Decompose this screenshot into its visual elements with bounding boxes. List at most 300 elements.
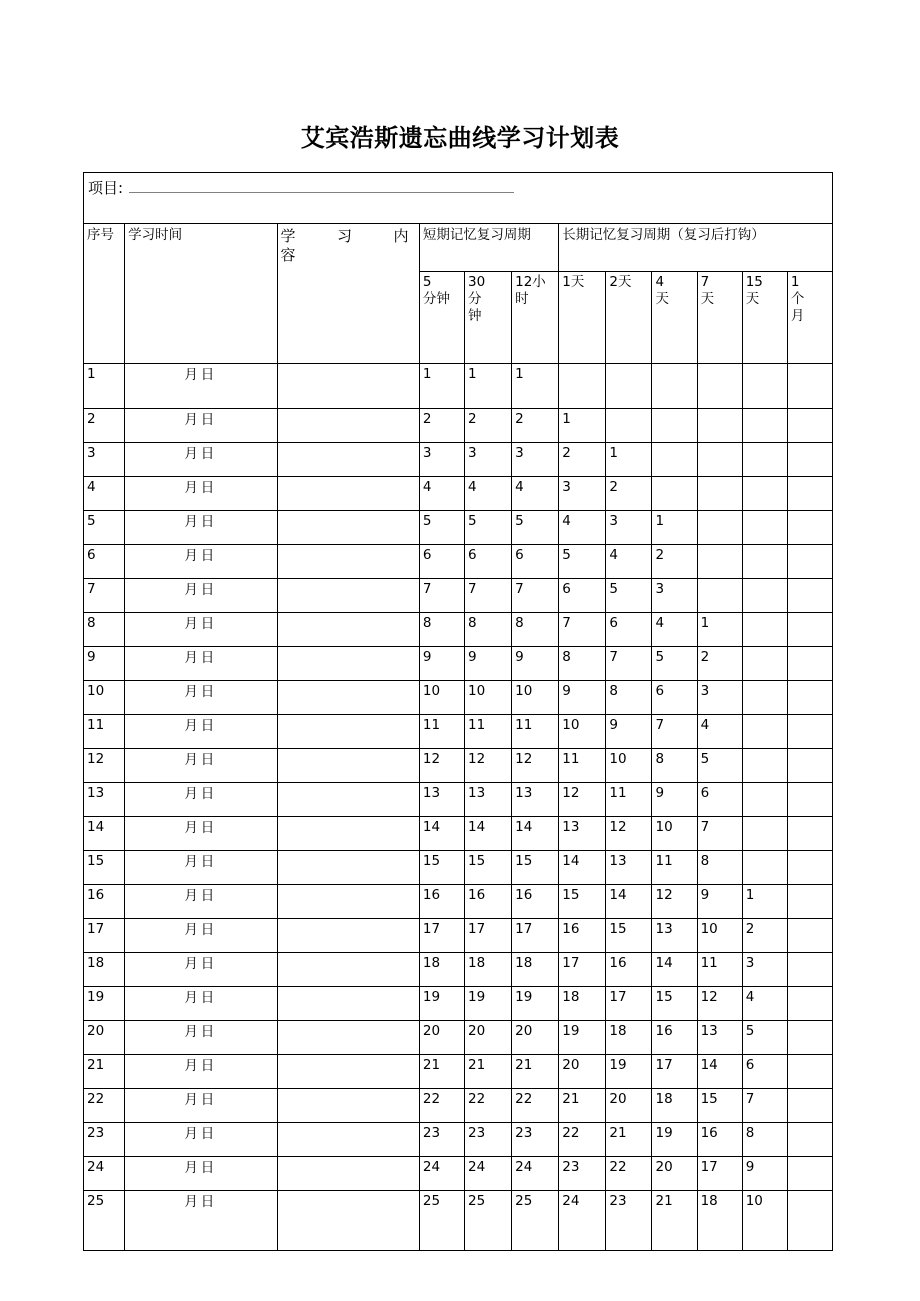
row-short-term-cell[interactable]: 4: [419, 477, 464, 511]
row-study-time[interactable]: 月日: [125, 987, 277, 1021]
row-long-term-cell[interactable]: 21: [559, 1089, 606, 1123]
row-long-term-cell[interactable]: 10: [559, 715, 606, 749]
row-long-term-cell[interactable]: [787, 545, 832, 579]
row-study-time[interactable]: 月日: [125, 477, 277, 511]
row-short-term-cell[interactable]: 17: [465, 919, 512, 953]
row-long-term-cell[interactable]: 4: [606, 545, 652, 579]
row-study-time[interactable]: 月日: [125, 613, 277, 647]
row-short-term-cell[interactable]: 13: [419, 783, 464, 817]
row-short-term-cell[interactable]: 15: [419, 851, 464, 885]
row-long-term-cell[interactable]: 5: [652, 647, 697, 681]
row-long-term-cell[interactable]: [787, 817, 832, 851]
row-long-term-cell[interactable]: 13: [606, 851, 652, 885]
row-long-term-cell[interactable]: 16: [606, 953, 652, 987]
row-short-term-cell[interactable]: 24: [465, 1157, 512, 1191]
row-study-time[interactable]: 月日: [125, 749, 277, 783]
table-row: [84, 1191, 833, 1251]
row-study-time[interactable]: 月日: [125, 1157, 277, 1191]
row-short-term-cell[interactable]: 19: [419, 987, 464, 1021]
row-long-term-cell[interactable]: [742, 443, 787, 477]
row-short-term-cell[interactable]: 1: [465, 364, 512, 409]
row-study-content[interactable]: [277, 953, 419, 987]
study-plan-table-wrapper: [83, 172, 833, 1251]
row-short-term-cell[interactable]: 13: [512, 783, 559, 817]
row-short-term-cell[interactable]: 12: [419, 749, 464, 783]
row-long-term-cell[interactable]: [787, 477, 832, 511]
row-study-content[interactable]: [277, 1157, 419, 1191]
row-long-term-cell[interactable]: [606, 364, 652, 409]
row-long-term-cell[interactable]: [787, 409, 832, 443]
row-study-time[interactable]: 月日: [125, 364, 277, 409]
row-short-term-cell[interactable]: 25: [419, 1191, 464, 1251]
row-long-term-cell[interactable]: 6: [559, 579, 606, 613]
row-short-term-cell[interactable]: 7: [419, 579, 464, 613]
row-short-term-cell[interactable]: 16: [512, 885, 559, 919]
row-short-term-cell[interactable]: 2: [512, 409, 559, 443]
row-short-term-cell[interactable]: 20: [465, 1021, 512, 1055]
row-short-term-cell[interactable]: 21: [512, 1055, 559, 1089]
table-row: [84, 681, 833, 715]
header-seq-label: 序号: [87, 227, 114, 243]
row-study-time[interactable]: 月日: [125, 1123, 277, 1157]
row-long-term-cell[interactable]: [697, 443, 742, 477]
row-long-term-cell[interactable]: [697, 545, 742, 579]
subheader-long-2-line-1: 天: [655, 290, 669, 307]
row-long-term-cell[interactable]: 10: [697, 919, 742, 953]
row-study-content[interactable]: [277, 851, 419, 885]
row-long-term-cell[interactable]: [742, 715, 787, 749]
row-long-term-cell[interactable]: [697, 579, 742, 613]
row-long-term-cell[interactable]: 8: [697, 851, 742, 885]
row-short-term-cell[interactable]: 1: [419, 364, 464, 409]
row-long-term-cell[interactable]: 14: [652, 953, 697, 987]
row-long-term-cell[interactable]: 23: [606, 1191, 652, 1251]
row-short-term-cell[interactable]: 18: [512, 953, 559, 987]
row-long-term-cell[interactable]: 3: [742, 953, 787, 987]
row-long-term-cell[interactable]: 6: [652, 681, 697, 715]
row-short-term-cell[interactable]: 16: [419, 885, 464, 919]
row-long-term-cell[interactable]: 5: [742, 1021, 787, 1055]
row-long-term-cell[interactable]: [742, 817, 787, 851]
row-long-term-cell[interactable]: 4: [742, 987, 787, 1021]
row-short-term-cell[interactable]: 9: [419, 647, 464, 681]
row-long-term-cell[interactable]: 3: [606, 511, 652, 545]
row-long-term-cell[interactable]: 5: [559, 545, 606, 579]
row-long-term-cell[interactable]: [787, 613, 832, 647]
row-study-time[interactable]: 月日: [125, 511, 277, 545]
header-study-content: [277, 224, 419, 364]
row-long-term-cell[interactable]: 17: [697, 1157, 742, 1191]
row-long-term-cell[interactable]: 2: [697, 647, 742, 681]
row-long-term-cell[interactable]: 7: [742, 1089, 787, 1123]
table-row: [84, 477, 833, 511]
row-long-term-cell[interactable]: [742, 647, 787, 681]
row-long-term-cell[interactable]: 11: [697, 953, 742, 987]
row-sequence-number: 7: [84, 579, 125, 613]
row-short-term-cell[interactable]: 21: [419, 1055, 464, 1089]
row-short-term-cell[interactable]: 8: [465, 613, 512, 647]
project-input-line[interactable]: [129, 179, 514, 193]
row-study-content[interactable]: [277, 1055, 419, 1089]
row-long-term-cell[interactable]: 15: [652, 987, 697, 1021]
row-long-term-cell[interactable]: 16: [697, 1123, 742, 1157]
row-long-term-cell[interactable]: 7: [652, 715, 697, 749]
row-long-term-cell[interactable]: 1: [652, 511, 697, 545]
row-short-term-cell[interactable]: 17: [512, 919, 559, 953]
row-long-term-cell[interactable]: 23: [559, 1157, 606, 1191]
row-study-content[interactable]: [277, 817, 419, 851]
row-long-term-cell[interactable]: 4: [652, 613, 697, 647]
row-long-term-cell[interactable]: [559, 364, 606, 409]
row-long-term-cell[interactable]: [787, 1089, 832, 1123]
row-long-term-cell[interactable]: 16: [652, 1021, 697, 1055]
row-long-term-cell[interactable]: 5: [606, 579, 652, 613]
row-short-term-cell[interactable]: 5: [512, 511, 559, 545]
row-study-time[interactable]: 月日: [125, 851, 277, 885]
row-study-content[interactable]: [277, 477, 419, 511]
row-short-term-cell[interactable]: 18: [419, 953, 464, 987]
row-short-term-cell[interactable]: 21: [465, 1055, 512, 1089]
row-short-term-cell[interactable]: 11: [512, 715, 559, 749]
row-long-term-cell[interactable]: [742, 364, 787, 409]
row-study-content[interactable]: [277, 919, 419, 953]
row-short-term-cell[interactable]: 10: [419, 681, 464, 715]
row-short-term-cell[interactable]: 2: [419, 409, 464, 443]
row-short-term-cell[interactable]: 5: [419, 511, 464, 545]
row-study-time[interactable]: 月日: [125, 715, 277, 749]
row-long-term-cell[interactable]: 3: [652, 579, 697, 613]
row-long-term-cell[interactable]: [652, 443, 697, 477]
row-short-term-cell[interactable]: 24: [419, 1157, 464, 1191]
row-short-term-cell[interactable]: 3: [419, 443, 464, 477]
row-long-term-cell[interactable]: 7: [559, 613, 606, 647]
table-row: [84, 409, 833, 443]
row-long-term-cell[interactable]: [697, 364, 742, 409]
row-short-term-cell[interactable]: 16: [465, 885, 512, 919]
row-long-term-cell[interactable]: 9: [697, 885, 742, 919]
row-study-content[interactable]: [277, 987, 419, 1021]
row-study-content[interactable]: [277, 647, 419, 681]
study-plan-table: [83, 172, 833, 1251]
row-long-term-cell[interactable]: 6: [606, 613, 652, 647]
row-long-term-cell[interactable]: 24: [559, 1191, 606, 1251]
row-long-term-cell[interactable]: 22: [606, 1157, 652, 1191]
row-long-term-cell[interactable]: [787, 953, 832, 987]
row-study-content[interactable]: [277, 1021, 419, 1055]
row-short-term-cell[interactable]: 11: [419, 715, 464, 749]
row-long-term-cell[interactable]: [787, 987, 832, 1021]
row-long-term-cell[interactable]: 2: [742, 919, 787, 953]
row-long-term-cell[interactable]: 6: [742, 1055, 787, 1089]
row-long-term-cell[interactable]: 10: [606, 749, 652, 783]
row-long-term-cell[interactable]: 6: [697, 783, 742, 817]
row-long-term-cell[interactable]: [697, 477, 742, 511]
row-long-term-cell[interactable]: 4: [697, 715, 742, 749]
row-sequence-number: 6: [84, 545, 125, 579]
row-short-term-cell[interactable]: 22: [465, 1089, 512, 1123]
row-long-term-cell[interactable]: 15: [697, 1089, 742, 1123]
row-long-term-cell[interactable]: [787, 783, 832, 817]
row-long-term-cell[interactable]: 18: [559, 987, 606, 1021]
table-row: [84, 817, 833, 851]
group-header-row: [84, 224, 833, 272]
row-long-term-cell[interactable]: [787, 1021, 832, 1055]
row-long-term-cell[interactable]: 22: [559, 1123, 606, 1157]
row-short-term-cell[interactable]: 20: [512, 1021, 559, 1055]
table-row: [84, 749, 833, 783]
row-study-time[interactable]: 月日: [125, 1089, 277, 1123]
row-study-content[interactable]: [277, 443, 419, 477]
row-sequence-number: 20: [84, 1021, 125, 1055]
table-row: [84, 511, 833, 545]
row-long-term-cell[interactable]: 7: [606, 647, 652, 681]
row-short-term-cell[interactable]: 23: [419, 1123, 464, 1157]
row-long-term-cell[interactable]: [787, 579, 832, 613]
row-long-term-cell[interactable]: [787, 647, 832, 681]
row-long-term-cell[interactable]: 12: [652, 885, 697, 919]
row-long-term-cell[interactable]: 2: [559, 443, 606, 477]
project-row: [84, 173, 833, 224]
row-study-time[interactable]: 月日: [125, 953, 277, 987]
row-short-term-cell[interactable]: 4: [465, 477, 512, 511]
row-long-term-cell[interactable]: 9: [559, 681, 606, 715]
row-short-term-cell[interactable]: 6: [512, 545, 559, 579]
row-long-term-cell[interactable]: 10: [742, 1191, 787, 1251]
row-short-term-cell[interactable]: 9: [512, 647, 559, 681]
row-short-term-cell[interactable]: 14: [512, 817, 559, 851]
row-long-term-cell[interactable]: [652, 409, 697, 443]
row-long-term-cell[interactable]: [742, 511, 787, 545]
row-long-term-cell[interactable]: 19: [606, 1055, 652, 1089]
row-sequence-number: 25: [84, 1191, 125, 1251]
row-long-term-cell[interactable]: 21: [606, 1123, 652, 1157]
row-long-term-cell[interactable]: [787, 851, 832, 885]
row-study-content[interactable]: [277, 579, 419, 613]
row-long-term-cell[interactable]: 8: [742, 1123, 787, 1157]
row-short-term-cell[interactable]: 22: [512, 1089, 559, 1123]
row-study-content[interactable]: [277, 783, 419, 817]
row-long-term-cell[interactable]: 1: [606, 443, 652, 477]
row-short-term-cell[interactable]: 3: [512, 443, 559, 477]
row-long-term-cell[interactable]: 17: [652, 1055, 697, 1089]
row-long-term-cell[interactable]: [787, 885, 832, 919]
row-short-term-cell[interactable]: 12: [512, 749, 559, 783]
row-study-content[interactable]: [277, 1089, 419, 1123]
row-long-term-cell[interactable]: [742, 477, 787, 511]
row-short-term-cell[interactable]: 6: [419, 545, 464, 579]
row-long-term-cell[interactable]: [742, 749, 787, 783]
row-long-term-cell[interactable]: [742, 409, 787, 443]
row-long-term-cell[interactable]: 17: [559, 953, 606, 987]
row-short-term-cell[interactable]: 17: [419, 919, 464, 953]
row-long-term-cell[interactable]: 3: [697, 681, 742, 715]
row-short-term-cell[interactable]: 25: [512, 1191, 559, 1251]
row-study-time[interactable]: 月日: [125, 579, 277, 613]
row-study-time[interactable]: 月日: [125, 885, 277, 919]
row-study-content[interactable]: [277, 545, 419, 579]
row-study-time[interactable]: 月日: [125, 647, 277, 681]
row-short-term-cell[interactable]: 2: [465, 409, 512, 443]
header-long-term-group: [559, 224, 833, 272]
subheader-long-2: [652, 272, 697, 364]
row-study-content[interactable]: [277, 715, 419, 749]
row-short-term-cell[interactable]: 14: [465, 817, 512, 851]
row-study-content[interactable]: [277, 1191, 419, 1251]
row-short-term-cell[interactable]: 10: [512, 681, 559, 715]
row-long-term-cell[interactable]: [787, 443, 832, 477]
row-short-term-cell[interactable]: 10: [465, 681, 512, 715]
row-long-term-cell[interactable]: 2: [652, 545, 697, 579]
row-long-term-cell[interactable]: [787, 1157, 832, 1191]
row-long-term-cell[interactable]: [652, 477, 697, 511]
row-short-term-cell[interactable]: 7: [465, 579, 512, 613]
row-long-term-cell[interactable]: 14: [559, 851, 606, 885]
row-long-term-cell[interactable]: 8: [652, 749, 697, 783]
row-study-time[interactable]: 月日: [125, 681, 277, 715]
row-long-term-cell[interactable]: 7: [697, 817, 742, 851]
row-long-term-cell[interactable]: 13: [652, 919, 697, 953]
row-long-term-cell[interactable]: 19: [559, 1021, 606, 1055]
row-short-term-cell[interactable]: 5: [465, 511, 512, 545]
row-long-term-cell[interactable]: 18: [606, 1021, 652, 1055]
row-short-term-cell[interactable]: 6: [465, 545, 512, 579]
row-long-term-cell[interactable]: 11: [559, 749, 606, 783]
row-long-term-cell[interactable]: [697, 511, 742, 545]
row-long-term-cell[interactable]: [742, 783, 787, 817]
row-long-term-cell[interactable]: [742, 851, 787, 885]
row-short-term-cell[interactable]: 15: [512, 851, 559, 885]
row-long-term-cell[interactable]: 9: [652, 783, 697, 817]
row-long-term-cell[interactable]: 18: [697, 1191, 742, 1251]
row-study-content[interactable]: [277, 681, 419, 715]
row-short-term-cell[interactable]: 12: [465, 749, 512, 783]
row-study-time[interactable]: 月日: [125, 919, 277, 953]
row-short-term-cell[interactable]: 3: [465, 443, 512, 477]
row-long-term-cell[interactable]: 1: [742, 885, 787, 919]
row-long-term-cell[interactable]: 14: [606, 885, 652, 919]
subheader-long-1: [606, 272, 652, 364]
table-row: [84, 364, 833, 409]
row-short-term-cell[interactable]: 8: [419, 613, 464, 647]
row-short-term-cell[interactable]: 9: [465, 647, 512, 681]
row-study-content[interactable]: [277, 1123, 419, 1157]
row-long-term-cell[interactable]: 12: [606, 817, 652, 851]
row-short-term-cell[interactable]: 13: [465, 783, 512, 817]
row-short-term-cell[interactable]: 7: [512, 579, 559, 613]
row-long-term-cell[interactable]: 12: [697, 987, 742, 1021]
row-long-term-cell[interactable]: 1: [559, 409, 606, 443]
row-long-term-cell[interactable]: [742, 545, 787, 579]
row-long-term-cell[interactable]: [697, 409, 742, 443]
row-long-term-cell[interactable]: 14: [697, 1055, 742, 1089]
row-study-time[interactable]: 月日: [125, 409, 277, 443]
row-long-term-cell[interactable]: 20: [559, 1055, 606, 1089]
row-long-term-cell[interactable]: 5: [697, 749, 742, 783]
row-long-term-cell[interactable]: 10: [652, 817, 697, 851]
row-long-term-cell[interactable]: [652, 364, 697, 409]
row-short-term-cell[interactable]: 4: [512, 477, 559, 511]
row-long-term-cell[interactable]: [742, 681, 787, 715]
row-long-term-cell[interactable]: 11: [652, 851, 697, 885]
row-study-time[interactable]: 月日: [125, 545, 277, 579]
row-long-term-cell[interactable]: 18: [652, 1089, 697, 1123]
subheader-short-0-line-0: 5: [422, 274, 432, 290]
row-study-content[interactable]: [277, 511, 419, 545]
row-long-term-cell[interactable]: [606, 409, 652, 443]
row-short-term-cell[interactable]: 18: [465, 953, 512, 987]
row-long-term-cell[interactable]: 13: [559, 817, 606, 851]
row-long-term-cell[interactable]: [787, 511, 832, 545]
row-long-term-cell[interactable]: [787, 364, 832, 409]
row-long-term-cell[interactable]: [787, 1123, 832, 1157]
table-row: [84, 647, 833, 681]
row-short-term-cell[interactable]: 25: [465, 1191, 512, 1251]
row-study-content[interactable]: [277, 364, 419, 409]
row-study-time[interactable]: 月日: [125, 783, 277, 817]
row-long-term-cell[interactable]: 20: [606, 1089, 652, 1123]
row-short-term-cell[interactable]: 20: [419, 1021, 464, 1055]
row-short-term-cell[interactable]: 22: [419, 1089, 464, 1123]
row-long-term-cell[interactable]: [787, 1055, 832, 1089]
row-short-term-cell[interactable]: 23: [512, 1123, 559, 1157]
row-short-term-cell[interactable]: 8: [512, 613, 559, 647]
row-study-time[interactable]: 月日: [125, 443, 277, 477]
row-long-term-cell[interactable]: [787, 919, 832, 953]
row-long-term-cell[interactable]: [787, 715, 832, 749]
row-short-term-cell[interactable]: 14: [419, 817, 464, 851]
row-short-term-cell[interactable]: 24: [512, 1157, 559, 1191]
row-long-term-cell[interactable]: 1: [697, 613, 742, 647]
row-long-term-cell[interactable]: 8: [606, 681, 652, 715]
row-long-term-cell[interactable]: [787, 1191, 832, 1251]
row-long-term-cell[interactable]: 17: [606, 987, 652, 1021]
row-long-term-cell[interactable]: 9: [742, 1157, 787, 1191]
row-study-time[interactable]: 月日: [125, 817, 277, 851]
row-short-term-cell[interactable]: 23: [465, 1123, 512, 1157]
row-short-term-cell[interactable]: 19: [512, 987, 559, 1021]
row-long-term-cell[interactable]: 19: [652, 1123, 697, 1157]
row-short-term-cell[interactable]: 1: [512, 364, 559, 409]
row-long-term-cell[interactable]: [787, 681, 832, 715]
row-long-term-cell[interactable]: 21: [652, 1191, 697, 1251]
row-long-term-cell[interactable]: 9: [606, 715, 652, 749]
row-short-term-cell[interactable]: 19: [465, 987, 512, 1021]
row-long-term-cell[interactable]: 2: [606, 477, 652, 511]
row-study-time[interactable]: 月日: [125, 1021, 277, 1055]
row-long-term-cell[interactable]: 11: [606, 783, 652, 817]
row-study-content[interactable]: [277, 613, 419, 647]
row-long-term-cell[interactable]: 20: [652, 1157, 697, 1191]
row-long-term-cell[interactable]: 4: [559, 511, 606, 545]
row-long-term-cell[interactable]: [742, 613, 787, 647]
row-long-term-cell[interactable]: 15: [606, 919, 652, 953]
row-study-content[interactable]: [277, 409, 419, 443]
row-long-term-cell[interactable]: [787, 749, 832, 783]
row-long-term-cell[interactable]: 12: [559, 783, 606, 817]
row-long-term-cell[interactable]: 8: [559, 647, 606, 681]
row-short-term-cell[interactable]: 11: [465, 715, 512, 749]
row-study-content[interactable]: [277, 885, 419, 919]
row-long-term-cell[interactable]: 16: [559, 919, 606, 953]
row-short-term-cell[interactable]: 15: [465, 851, 512, 885]
row-study-content[interactable]: [277, 749, 419, 783]
row-long-term-cell[interactable]: 13: [697, 1021, 742, 1055]
row-long-term-cell[interactable]: 15: [559, 885, 606, 919]
row-long-term-cell[interactable]: [742, 579, 787, 613]
row-study-time[interactable]: 月日: [125, 1191, 277, 1251]
row-long-term-cell[interactable]: 3: [559, 477, 606, 511]
row-study-time[interactable]: 月日: [125, 1055, 277, 1089]
